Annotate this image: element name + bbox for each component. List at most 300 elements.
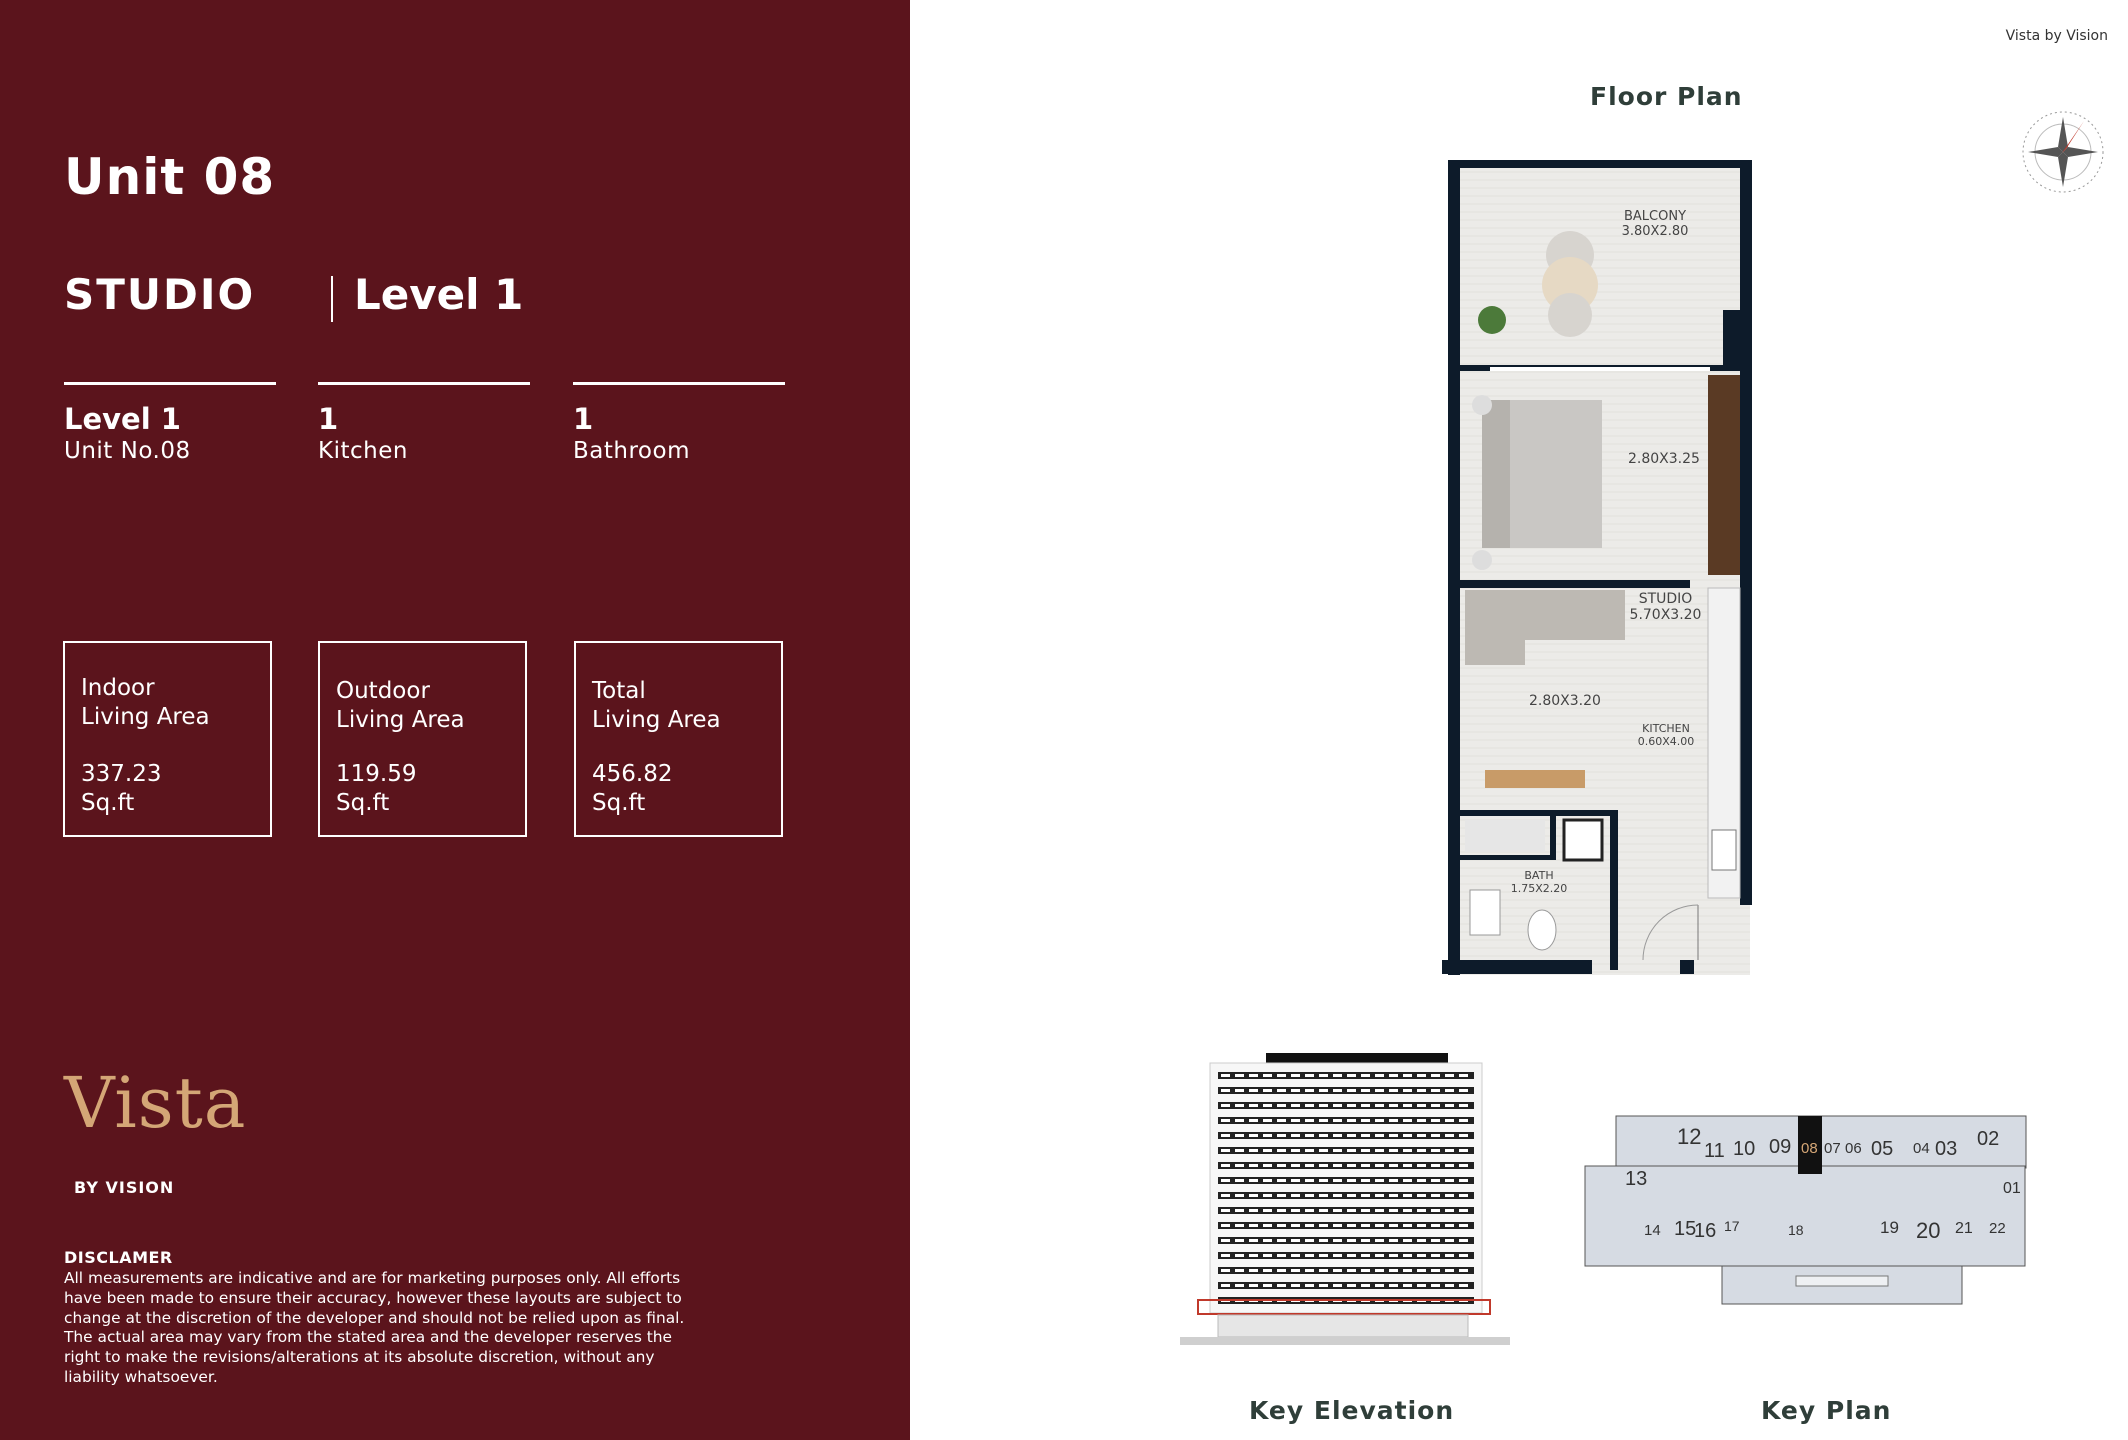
stat-bathroom-label: Bathroom xyxy=(573,438,690,464)
elevation-window xyxy=(1375,1194,1384,1197)
elevation-window xyxy=(1389,1209,1398,1212)
elevation-window xyxy=(1375,1284,1384,1287)
kitchen-name: KITCHEN xyxy=(1642,722,1690,735)
elevation-window xyxy=(1277,1179,1286,1182)
area-label-line1: Total xyxy=(592,678,646,704)
elevation-window xyxy=(1361,1119,1370,1122)
elevation-window xyxy=(1333,1224,1342,1227)
stat-rule xyxy=(573,382,785,385)
elevation-window xyxy=(1263,1164,1272,1167)
elevation-window xyxy=(1445,1239,1454,1242)
elevation-window xyxy=(1375,1179,1384,1182)
elevation-window xyxy=(1221,1194,1230,1197)
elevation-window xyxy=(1249,1239,1258,1242)
elevation-window xyxy=(1277,1269,1286,1272)
elevation-window xyxy=(1431,1134,1440,1137)
key-plan-unit-label: 19 xyxy=(1880,1218,1899,1237)
elevation-window xyxy=(1291,1074,1300,1077)
balcony-name: BALCONY xyxy=(1623,209,1687,224)
elevation-window xyxy=(1417,1194,1426,1197)
unit-title: Unit 08 xyxy=(64,148,276,206)
bedroom-dims: 2.80X3.25 xyxy=(1628,451,1700,467)
elevation-window xyxy=(1263,1134,1272,1137)
elevation-window xyxy=(1403,1179,1412,1182)
elevation-window xyxy=(1305,1194,1314,1197)
elevation-window xyxy=(1347,1149,1356,1152)
elevation-window xyxy=(1347,1164,1356,1167)
elevation-window xyxy=(1431,1119,1440,1122)
elevation-window xyxy=(1403,1149,1412,1152)
balcony-dims: 3.80X2.80 xyxy=(1621,224,1689,239)
disclaimer-line: change at the discretion of the developer and should not be relied upon as final. xyxy=(64,1308,685,1327)
elevation-window xyxy=(1459,1224,1468,1227)
elevation-window xyxy=(1361,1209,1370,1212)
elevation-window xyxy=(1319,1119,1328,1122)
elevation-window xyxy=(1319,1089,1328,1092)
elevation-window xyxy=(1333,1209,1342,1212)
elevation-window xyxy=(1333,1194,1342,1197)
elevation-window xyxy=(1431,1254,1440,1257)
elevation-window xyxy=(1445,1119,1454,1122)
elevation-window xyxy=(1375,1104,1384,1107)
elevation-window xyxy=(1221,1224,1230,1227)
elevation-window xyxy=(1445,1284,1454,1287)
elevation-window xyxy=(1389,1254,1398,1257)
balcony-label xyxy=(1610,209,1700,239)
elevation-window xyxy=(1263,1179,1272,1182)
elevation-window xyxy=(1277,1209,1286,1212)
stat-rule xyxy=(318,382,530,385)
elevation-window xyxy=(1431,1239,1440,1242)
elevation-window xyxy=(1361,1149,1370,1152)
elevation-window xyxy=(1263,1149,1272,1152)
disclaimer-line: liability whatsoever. xyxy=(64,1367,218,1386)
kitchen-dims: 0.60X4.00 xyxy=(1637,735,1695,748)
elevation-window xyxy=(1347,1239,1356,1242)
elevation-window xyxy=(1305,1179,1314,1182)
vista-logo: Vista xyxy=(64,1062,247,1144)
elevation-window xyxy=(1305,1254,1314,1257)
elevation-window xyxy=(1305,1164,1314,1167)
elevation-window xyxy=(1361,1089,1370,1092)
disclaimer-line: All measurements are indicative and are for marketing purposes only. All efforts xyxy=(64,1269,681,1287)
elevation-window xyxy=(1333,1179,1342,1182)
elevation-window xyxy=(1249,1254,1258,1257)
elevation-window xyxy=(1319,1149,1328,1152)
key-plan-unit-label: 14 xyxy=(1644,1222,1661,1239)
elevation-window xyxy=(1319,1074,1328,1077)
elevation-window xyxy=(1235,1149,1244,1152)
elevation-window xyxy=(1263,1194,1272,1197)
elevation-window xyxy=(1417,1254,1426,1257)
elevation-window xyxy=(1235,1194,1244,1197)
elevation-window xyxy=(1319,1134,1328,1137)
elevation-window xyxy=(1389,1104,1398,1107)
key-plan-unit-label: 15 xyxy=(1674,1218,1697,1240)
elevation-window xyxy=(1291,1104,1300,1107)
area-label-line2: Living Area xyxy=(81,704,210,730)
stat-unit-label: Unit No.08 xyxy=(64,438,191,464)
elevation-window xyxy=(1389,1089,1398,1092)
area-unit: Sq.ft xyxy=(81,790,135,816)
elevation-window xyxy=(1375,1269,1384,1272)
elevation-window xyxy=(1221,1254,1230,1257)
elevation-window xyxy=(1221,1179,1230,1182)
elevation-window xyxy=(1459,1149,1468,1152)
elevation-window xyxy=(1389,1284,1398,1287)
elevation-window xyxy=(1221,1239,1230,1242)
elevation-window xyxy=(1319,1224,1328,1227)
level-heading: Level 1 xyxy=(354,270,524,319)
key-plan-unit-label: 05 xyxy=(1871,1138,1894,1160)
elevation-window xyxy=(1417,1224,1426,1227)
elevation-window xyxy=(1403,1239,1412,1242)
elevation-window xyxy=(1445,1269,1454,1272)
elevation-window xyxy=(1333,1284,1342,1287)
elevation-window xyxy=(1459,1074,1468,1077)
floor-plan-drawing xyxy=(1440,160,1760,980)
elevation-window xyxy=(1235,1179,1244,1182)
elevation-window xyxy=(1249,1104,1258,1107)
elevation-window xyxy=(1291,1164,1300,1167)
elevation-window xyxy=(1333,1149,1342,1152)
elevation-window xyxy=(1249,1134,1258,1137)
key-plan-unit-label: 11 xyxy=(1704,1140,1725,1162)
area-value: 456.82 xyxy=(592,761,673,787)
elevation-window xyxy=(1431,1104,1440,1107)
elevation-window xyxy=(1417,1134,1426,1137)
kitchen-label xyxy=(1636,722,1696,748)
outdoor-area-card xyxy=(318,641,527,837)
elevation-window xyxy=(1445,1104,1454,1107)
area-label-line2: Living Area xyxy=(592,707,721,733)
floor-plan-title: Floor Plan xyxy=(1590,82,1743,111)
heading-divider xyxy=(331,276,333,322)
elevation-window xyxy=(1389,1269,1398,1272)
elevation-window xyxy=(1291,1149,1300,1152)
elevation-window xyxy=(1305,1149,1314,1152)
elevation-window xyxy=(1403,1074,1412,1077)
elevation-window xyxy=(1249,1179,1258,1182)
elevation-window xyxy=(1375,1074,1384,1077)
elevation-window xyxy=(1417,1089,1426,1092)
elevation-window xyxy=(1375,1254,1384,1257)
disclaimer-text xyxy=(64,1269,764,1388)
elevation-window xyxy=(1235,1104,1244,1107)
key-plan-unit-label: 22 xyxy=(1989,1220,2006,1237)
elevation-window xyxy=(1249,1194,1258,1197)
elevation-window xyxy=(1445,1074,1454,1077)
elevation-window xyxy=(1375,1089,1384,1092)
elevation-window xyxy=(1459,1119,1468,1122)
elevation-window xyxy=(1375,1224,1384,1227)
key-plan-unit-label: 10 xyxy=(1733,1138,1756,1160)
elevation-window xyxy=(1291,1239,1300,1242)
elevation-window xyxy=(1361,1074,1370,1077)
elevation-window xyxy=(1291,1254,1300,1257)
elevation-window xyxy=(1459,1194,1468,1197)
elevation-window xyxy=(1431,1209,1440,1212)
elevation-window xyxy=(1235,1239,1244,1242)
elevation-window xyxy=(1249,1089,1258,1092)
elevation-window xyxy=(1221,1119,1230,1122)
elevation-window xyxy=(1235,1074,1244,1077)
elevation-window xyxy=(1249,1164,1258,1167)
elevation-window xyxy=(1305,1284,1314,1287)
elevation-window xyxy=(1305,1224,1314,1227)
elevation-window xyxy=(1305,1134,1314,1137)
elevation-window xyxy=(1235,1119,1244,1122)
key-plan-unit-label: 02 xyxy=(1977,1128,2000,1150)
bath-label xyxy=(1509,869,1569,895)
elevation-window xyxy=(1375,1134,1384,1137)
elevation-window xyxy=(1347,1119,1356,1122)
elevation-window xyxy=(1403,1209,1412,1212)
elevation-window xyxy=(1445,1134,1454,1137)
stat-level-value: Level 1 xyxy=(64,402,181,436)
elevation-window xyxy=(1445,1254,1454,1257)
unit-type: STUDIO xyxy=(64,270,256,319)
elevation-window xyxy=(1361,1284,1370,1287)
elevation-window xyxy=(1403,1269,1412,1272)
elevation-window xyxy=(1445,1164,1454,1167)
elevation-window xyxy=(1305,1239,1314,1242)
elevation-window xyxy=(1389,1119,1398,1122)
elevation-window xyxy=(1459,1284,1468,1287)
elevation-window xyxy=(1249,1209,1258,1212)
elevation-window xyxy=(1403,1104,1412,1107)
elevation-window xyxy=(1403,1134,1412,1137)
area-label-line1: Outdoor xyxy=(336,678,430,704)
elevation-window xyxy=(1319,1164,1328,1167)
elevation-window xyxy=(1319,1284,1328,1287)
elevation-window xyxy=(1445,1194,1454,1197)
elevation-window xyxy=(1277,1194,1286,1197)
area-unit: Sq.ft xyxy=(336,790,390,816)
elevation-window xyxy=(1417,1239,1426,1242)
key-plan-title: Key Plan xyxy=(1761,1396,1892,1425)
elevation-window xyxy=(1291,1089,1300,1092)
elevation-window xyxy=(1431,1164,1440,1167)
elevation-window xyxy=(1347,1284,1356,1287)
key-plan-unit-label: 08 xyxy=(1801,1140,1818,1157)
disclaimer-line: have been made to ensure their accuracy, however these layouts are subject to xyxy=(64,1288,682,1307)
elevation-window xyxy=(1277,1119,1286,1122)
elevation-window xyxy=(1319,1254,1328,1257)
elevation-window xyxy=(1263,1104,1272,1107)
elevation-window xyxy=(1277,1164,1286,1167)
elevation-window xyxy=(1417,1284,1426,1287)
elevation-window xyxy=(1305,1074,1314,1077)
elevation-window xyxy=(1445,1089,1454,1092)
elevation-window xyxy=(1459,1164,1468,1167)
elevation-window xyxy=(1277,1239,1286,1242)
elevation-window xyxy=(1389,1179,1398,1182)
elevation-window xyxy=(1361,1164,1370,1167)
elevation-window xyxy=(1445,1149,1454,1152)
elevation-window xyxy=(1347,1134,1356,1137)
elevation-window xyxy=(1333,1134,1342,1137)
elevation-window xyxy=(1347,1104,1356,1107)
elevation-window xyxy=(1403,1164,1412,1167)
elevation-window xyxy=(1333,1254,1342,1257)
elevation-window xyxy=(1235,1134,1244,1137)
elevation-window xyxy=(1333,1239,1342,1242)
elevation-window xyxy=(1361,1194,1370,1197)
disclaimer-line: right to make the revisions/alterations at its absolute discretion, without any xyxy=(64,1348,655,1367)
elevation-window xyxy=(1249,1284,1258,1287)
elevation-window xyxy=(1221,1164,1230,1167)
elevation-window xyxy=(1291,1194,1300,1197)
elevation-window xyxy=(1403,1224,1412,1227)
elevation-window xyxy=(1333,1074,1342,1077)
elevation-window xyxy=(1403,1089,1412,1092)
elevation-window xyxy=(1417,1179,1426,1182)
elevation-window xyxy=(1361,1179,1370,1182)
elevation-window xyxy=(1263,1269,1272,1272)
elevation-window xyxy=(1389,1164,1398,1167)
area-label-line1: Indoor xyxy=(81,675,155,701)
elevation-window xyxy=(1333,1164,1342,1167)
brand-top: Vista by Vision xyxy=(2005,28,2108,44)
elevation-window xyxy=(1305,1269,1314,1272)
elevation-window xyxy=(1375,1164,1384,1167)
elevation-window xyxy=(1459,1254,1468,1257)
elevation-window xyxy=(1263,1209,1272,1212)
elevation-window xyxy=(1263,1119,1272,1122)
elevation-window xyxy=(1277,1284,1286,1287)
elevation-window xyxy=(1291,1119,1300,1122)
elevation-window xyxy=(1403,1194,1412,1197)
elevation-window xyxy=(1249,1074,1258,1077)
elevation-window xyxy=(1263,1089,1272,1092)
stat-bathroom-value: 1 xyxy=(573,402,594,436)
elevation-window xyxy=(1347,1089,1356,1092)
key-plan-unit-label: 01 xyxy=(2003,1180,2021,1197)
elevation-window xyxy=(1389,1149,1398,1152)
elevation-window xyxy=(1249,1269,1258,1272)
elevation-window xyxy=(1305,1089,1314,1092)
elevation-window xyxy=(1235,1284,1244,1287)
elevation-window xyxy=(1305,1209,1314,1212)
elevation-window xyxy=(1291,1179,1300,1182)
key-elevation-drawing xyxy=(1168,1050,1522,1350)
elevation-window xyxy=(1459,1134,1468,1137)
elevation-window xyxy=(1417,1269,1426,1272)
elevation-window xyxy=(1333,1119,1342,1122)
elevation-window xyxy=(1347,1254,1356,1257)
elevation-window xyxy=(1347,1269,1356,1272)
elevation-window xyxy=(1263,1224,1272,1227)
elevation-window xyxy=(1305,1119,1314,1122)
studio-dims: 5.70X3.20 xyxy=(1629,607,1702,623)
elevation-window xyxy=(1221,1074,1230,1077)
elevation-window xyxy=(1333,1104,1342,1107)
area-unit: Sq.ft xyxy=(592,790,646,816)
elevation-window xyxy=(1417,1074,1426,1077)
elevation-window xyxy=(1459,1089,1468,1092)
elevation-window xyxy=(1277,1074,1286,1077)
elevation-window xyxy=(1417,1149,1426,1152)
bath-name: BATH xyxy=(1524,869,1554,882)
elevation-window xyxy=(1375,1209,1384,1212)
elevation-window xyxy=(1375,1119,1384,1122)
elevation-window xyxy=(1235,1089,1244,1092)
elevation-window xyxy=(1445,1224,1454,1227)
elevation-window xyxy=(1319,1269,1328,1272)
elevation-window xyxy=(1431,1284,1440,1287)
elevation-window xyxy=(1361,1269,1370,1272)
area-value: 119.59 xyxy=(336,761,417,787)
elevation-window xyxy=(1249,1149,1258,1152)
elevation-window xyxy=(1347,1179,1356,1182)
elevation-window xyxy=(1333,1089,1342,1092)
studio-label xyxy=(1628,591,1703,623)
elevation-window xyxy=(1459,1104,1468,1107)
elevation-window xyxy=(1305,1104,1314,1107)
stat-rule xyxy=(64,382,276,385)
elevation-window xyxy=(1235,1164,1244,1167)
elevation-window xyxy=(1361,1254,1370,1257)
key-plan-unit-label: 16 xyxy=(1694,1220,1717,1242)
elevation-window xyxy=(1389,1074,1398,1077)
elevation-window xyxy=(1277,1104,1286,1107)
elevation-window xyxy=(1361,1134,1370,1137)
elevation-window xyxy=(1277,1224,1286,1227)
elevation-window xyxy=(1221,1284,1230,1287)
area-label-line2: Living Area xyxy=(336,707,465,733)
key-plan-unit-label: 17 xyxy=(1724,1218,1740,1234)
elevation-window xyxy=(1263,1074,1272,1077)
elevation-window xyxy=(1263,1284,1272,1287)
elevation-window xyxy=(1375,1149,1384,1152)
key-plan-unit-label: 09 xyxy=(1769,1136,1792,1158)
elevation-window xyxy=(1389,1194,1398,1197)
elevation-window xyxy=(1277,1254,1286,1257)
elevation-window xyxy=(1403,1284,1412,1287)
stat-kitchen-value: 1 xyxy=(318,402,339,436)
elevation-window xyxy=(1445,1179,1454,1182)
elevation-window xyxy=(1347,1209,1356,1212)
elevation-window xyxy=(1431,1179,1440,1182)
key-plan-unit-label: 04 xyxy=(1913,1140,1930,1157)
key-elevation-title: Key Elevation xyxy=(1249,1396,1455,1425)
key-plan-unit-label: 20 xyxy=(1916,1218,1941,1243)
elevation-window xyxy=(1277,1134,1286,1137)
elevation-window xyxy=(1263,1254,1272,1257)
total-area-card xyxy=(574,641,783,837)
elevation-window xyxy=(1445,1209,1454,1212)
elevation-window xyxy=(1319,1104,1328,1107)
elevation-window xyxy=(1319,1209,1328,1212)
elevation-window xyxy=(1319,1179,1328,1182)
living-dims: 2.80X3.20 xyxy=(1529,693,1601,709)
elevation-window xyxy=(1431,1269,1440,1272)
elevation-window xyxy=(1291,1284,1300,1287)
elevation-window xyxy=(1431,1074,1440,1077)
key-plan-unit-label: 13 xyxy=(1625,1168,1648,1190)
key-plan-unit-label: 18 xyxy=(1788,1222,1804,1238)
elevation-window xyxy=(1235,1224,1244,1227)
elevation-window xyxy=(1333,1269,1342,1272)
elevation-window xyxy=(1319,1194,1328,1197)
elevation-window xyxy=(1459,1179,1468,1182)
elevation-window xyxy=(1221,1134,1230,1137)
elevation-window xyxy=(1221,1149,1230,1152)
elevation-window xyxy=(1459,1209,1468,1212)
area-value: 337.23 xyxy=(81,761,162,787)
elevation-window xyxy=(1291,1224,1300,1227)
